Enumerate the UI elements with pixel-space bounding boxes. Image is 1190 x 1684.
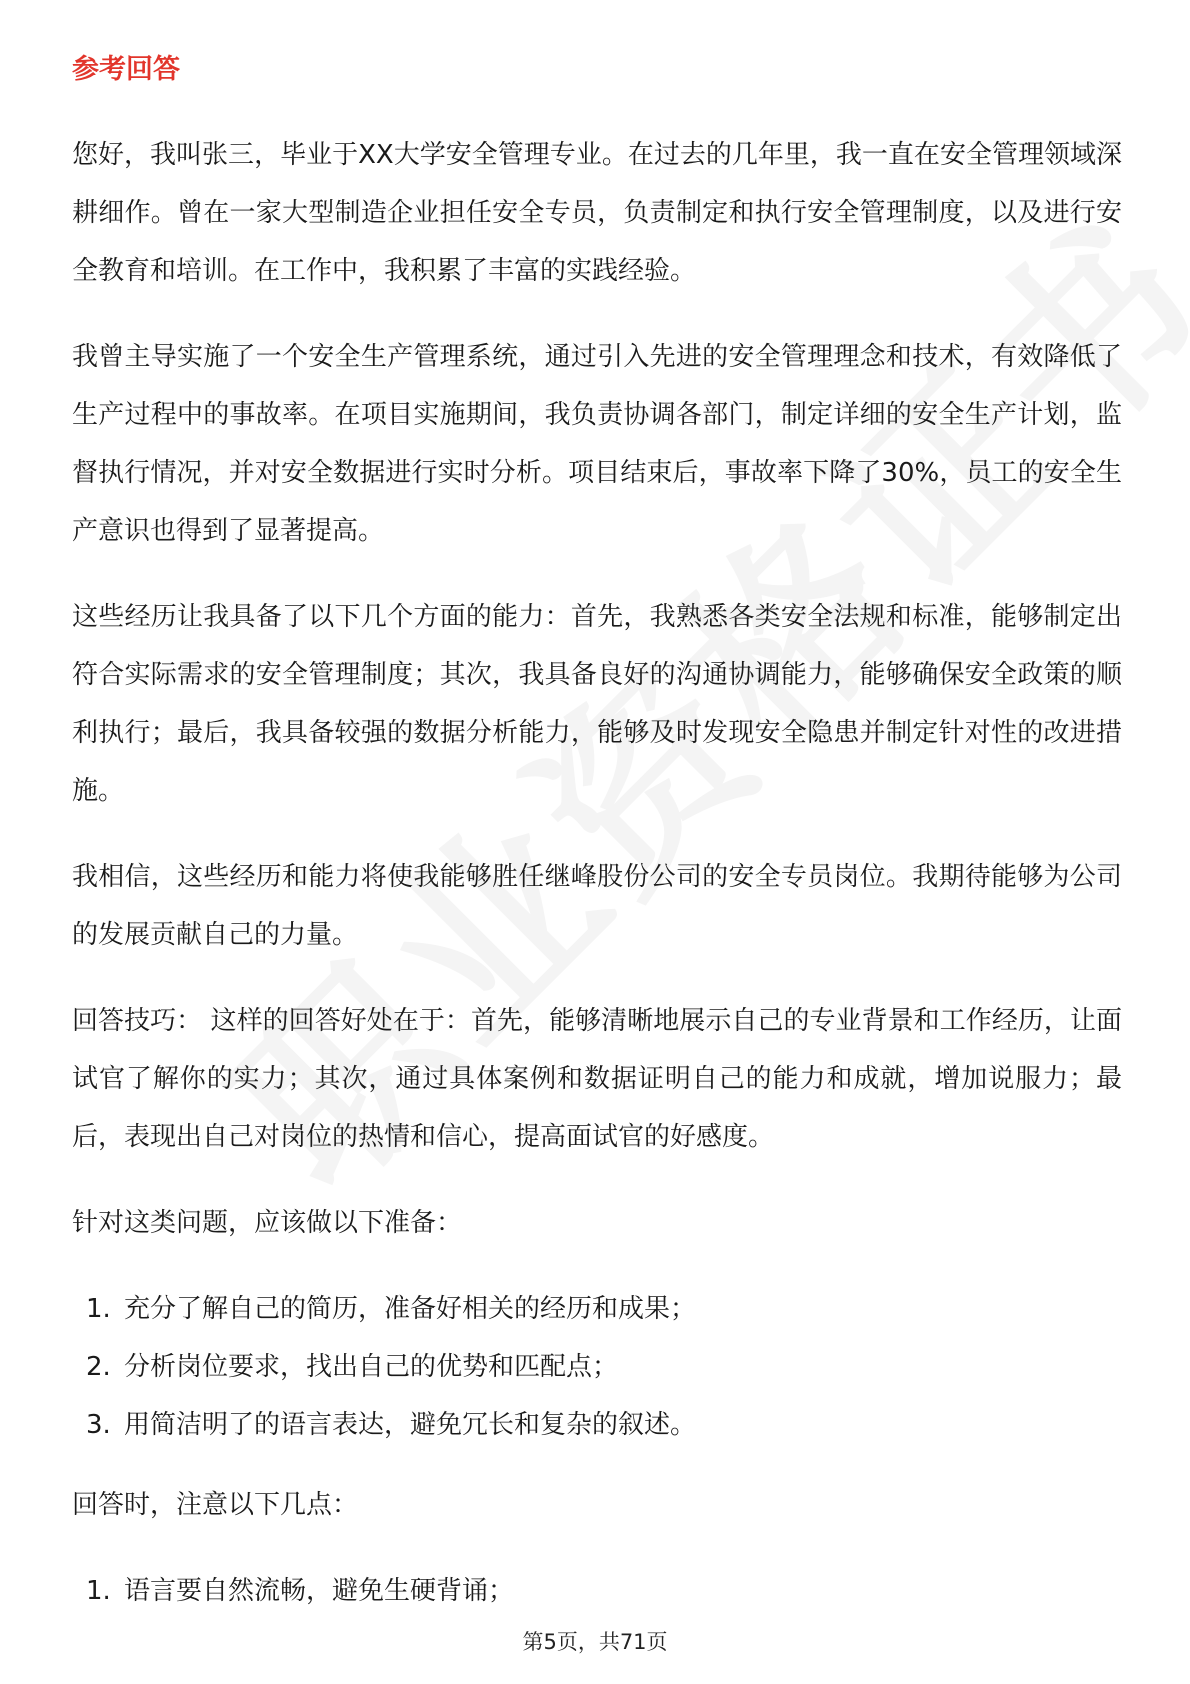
paragraph-tips: 回答技巧： 这样的回答好处在于：首先，能够清晰地展示自己的专业背景和工作经历，让面试官了解你的实力；其次，通过具体案例和数据证明自己的能力和成就，增加说服力；最后，表现出自己对岗位的热情和信心，提高面试官的好感度。: [72, 1006, 1122, 1152]
paragraph-intro: 您好，我叫张三，毕业于XX大学安全管理专业。在过去的几年里，我一直在安全管理领域深耕细作。曾在一家大型制造企业担任安全专员，负责制定和执行安全管理制度，以及进行安全教育和培训。在工作中，我积累了丰富的实践经验。: [72, 140, 1122, 286]
list-number: 1.: [86, 1576, 111, 1606]
notes-list: [72, 1562, 1122, 1620]
paragraph-project: 我曾主导实施了一个安全生产管理系统，通过引入先进的安全管理理念和技术，有效降低了生产过程中的事故率。在项目实施期间，我负责协调各部门，制定详细的安全生产计划，监督执行情况，并对安全数据进行实时分析。项目结束后，事故率下降了30%，员工的安全生产意识也得到了显著提高。: [72, 342, 1122, 546]
document-body: [72, 50, 1122, 1642]
list-text: 用简洁明了的语言表达，避免冗长和复杂的叙述。: [124, 1410, 697, 1440]
list-number: 1.: [86, 1294, 111, 1324]
paragraph-abilities: 这些经历让我具备了以下几个方面的能力：首先，我熟悉各类安全法规和标准，能够制定出符合实际需求的安全管理制度；其次，我具备良好的沟通协调能力，能够确保安全政策的顺利执行；最后，我具备较强的数据分析能力，能够及时发现安全隐患并制定针对性的改进措施。: [72, 602, 1122, 806]
paragraph-conclusion: 我相信，这些经历和能力将使我能够胜任继峰股份公司的安全专员岗位。我期待能够为公司的发展贡献自己的力量。: [72, 862, 1122, 950]
section-heading: 参考回答: [72, 54, 180, 85]
paragraph-notes-intro: 回答时，注意以下几点：: [72, 1490, 359, 1520]
prep-list: [72, 1280, 1122, 1454]
list-text: 充分了解自己的简历，准备好相关的经历和成果；: [124, 1294, 697, 1324]
list-text: 语言要自然流畅，避免生硬背诵；: [124, 1576, 515, 1606]
page-number: 第5页，共71页: [522, 1630, 668, 1654]
list-item: [72, 1338, 1122, 1396]
list-item: [72, 1562, 1122, 1620]
list-number: 2.: [86, 1352, 111, 1382]
paragraph-prep-intro: 针对这类问题，应该做以下准备：: [72, 1208, 463, 1238]
list-text: 分析岗位要求，找出自己的优势和匹配点；: [124, 1352, 619, 1382]
list-item: [72, 1280, 1122, 1338]
list-number: 3.: [86, 1410, 111, 1440]
list-item: [72, 1396, 1122, 1454]
